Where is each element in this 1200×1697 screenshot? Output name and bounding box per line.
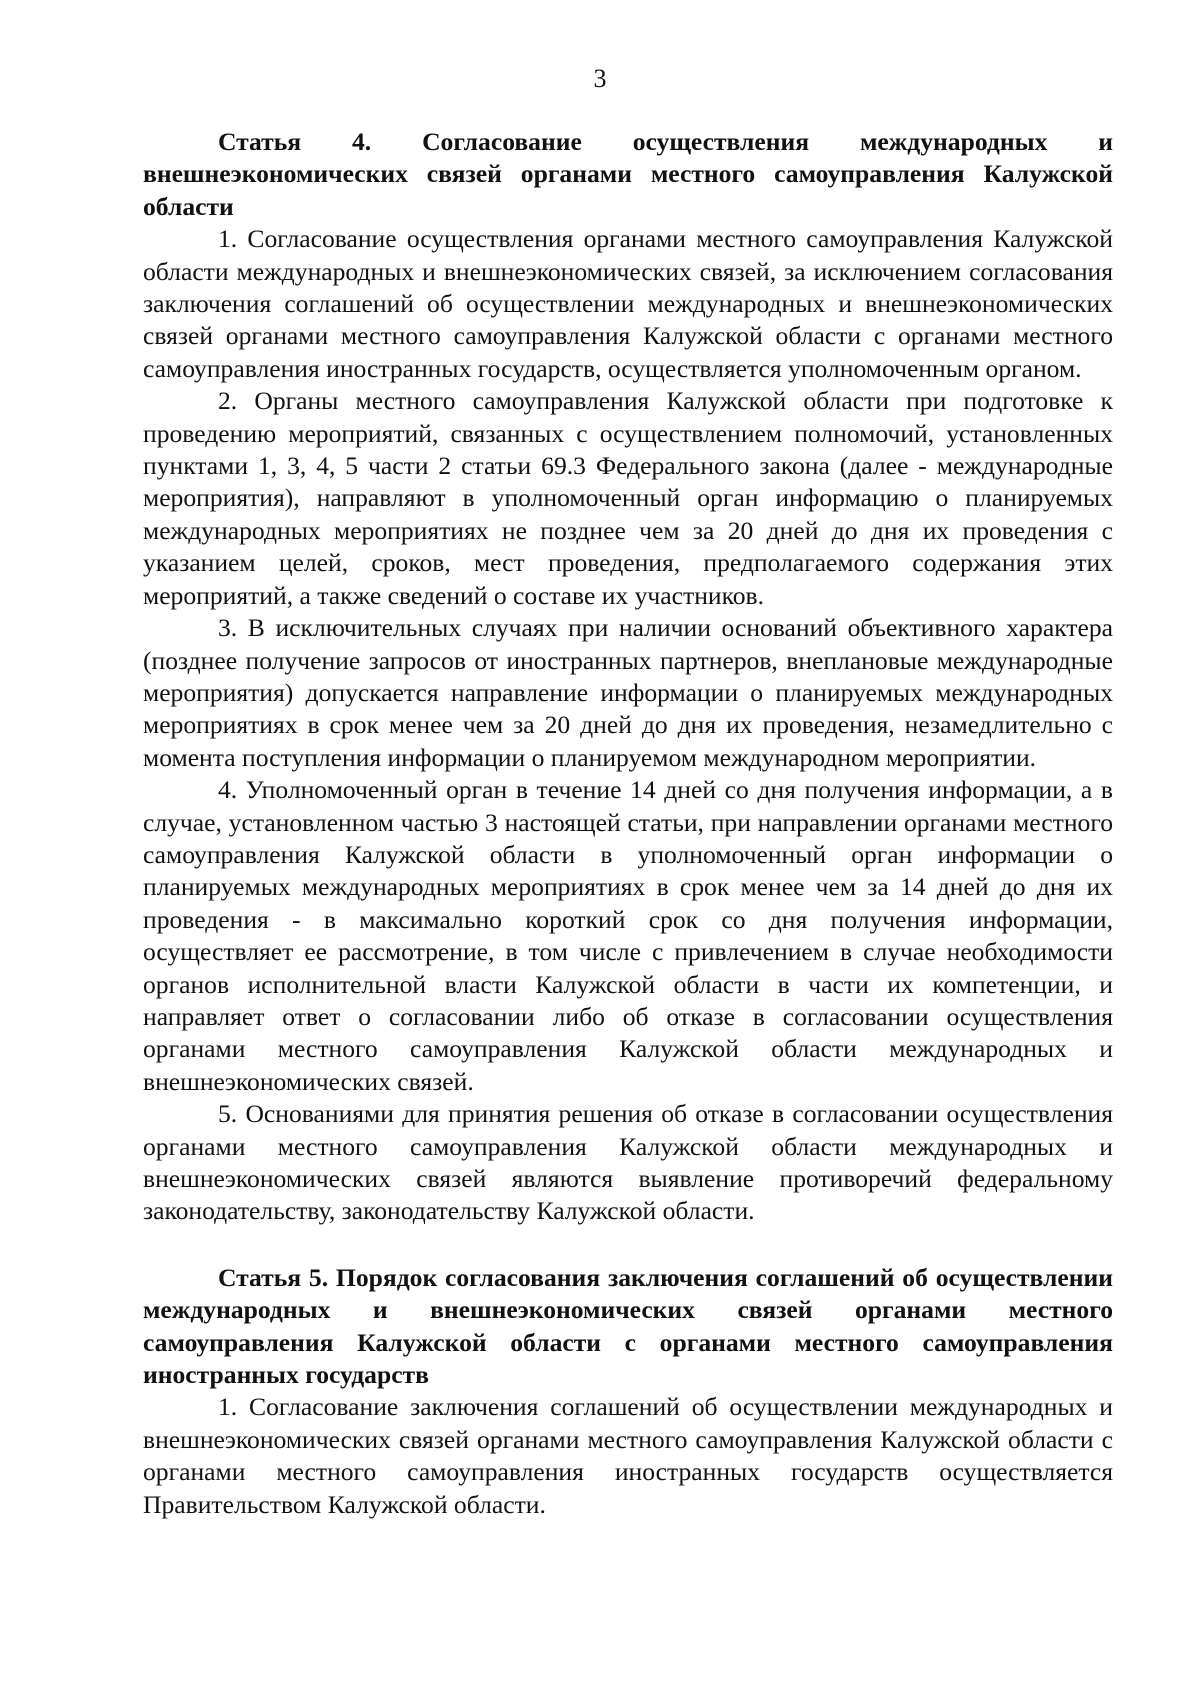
document-body [143,126,1113,1521]
article-5-paragraph-1: 1. Согласование заключения соглашений об осуществлении международных и внешнеэкономических связей органами местного самоуправления Калужской области с органами местного самоуправления иностранных государств осуществляется Правительством Калужской области. [143,1392,1113,1519]
article-5 [143,1262,1113,1521]
article-4-paragraph-5: 5. Основаниями для принятия решения об отказе в согласовании осуществления органами местного самоуправления Калужской области международных и внешнеэкономических связей являются выявление противоречий федеральному законодательству, законодательству Калужской области. [143,1099,1113,1226]
article-4-paragraph-4: 4. Уполномоченный орган в течение 14 дней со дня получения информации, а в случае, установленном частью 3 настоящей статьи, при направлении органами местного самоуправления Калужской области в уполномоченный орган информации о планируемых международных мероприятиях в срок менее чем за 14 дней до дня их проведения - в максимально короткий срок со дня получения информации, осуществляет ее рассмотрение, в том числе с привлечением в случае необходимости органов исполнительной власти Калужской области в части их компетенции, и направляет ответ о согласовании либо об отказе в согласовании осуществления органами местного самоуправления Калужской области международных и внешнеэкономических связей. [143,775,1113,1096]
article-4-heading: Статья 4. Согласование осуществления международных и внешнеэкономических связей органами местного самоуправления Калужской области [143,127,1113,221]
article-5-heading: Статья 5. Порядок согласования заключения соглашений об осуществлении международных и внешнеэкономических связей органами местного самоуправления Калужской области с органами местного самоуправления иностранных государств [143,1262,1113,1390]
article-4-paragraph-2: 2. Органы местного самоуправления Калужской области при подготовке к проведению мероприятий, связанных с осуществлением полномочий, установленных пунктами 1, 3, 4, 5 части 2 статьи 69.3 Федерального закона (далее - международные мероприятия), направляют в уполномоченный орган информацию о планируемых международных мероприятиях не позднее чем за 20 дней до дня их проведения с указанием целей, сроков, мест проведения, предполагаемого содержания этих мероприятий, а также сведений о составе их участников. [143,386,1113,610]
page-number: 3 [593,64,607,93]
article-spacer [143,1228,1113,1262]
article-4-paragraph-3: 3. В исключительных случаях при наличии оснований объективного характера (позднее получение запросов от иностранных партнеров, внеплановые международные мероприятия) допускается направление информации о планируемых международных мероприятиях в срок менее чем за 20 дней до дня их проведения, незамедлительно с момента поступления информации о планируемом международном мероприятии. [143,613,1113,772]
article-4-paragraph-1: 1. Согласование осуществления органами местного самоуправления Калужской области международных и внешнеэкономических связей, за исключением согласования заключения соглашений об осуществлении международных и внешнеэкономических связей органами местного самоуправления Калужской области с органами местного самоуправления иностранных государств, осуществляется уполномоченным органом. [143,224,1113,383]
article-4 [143,126,1113,1228]
